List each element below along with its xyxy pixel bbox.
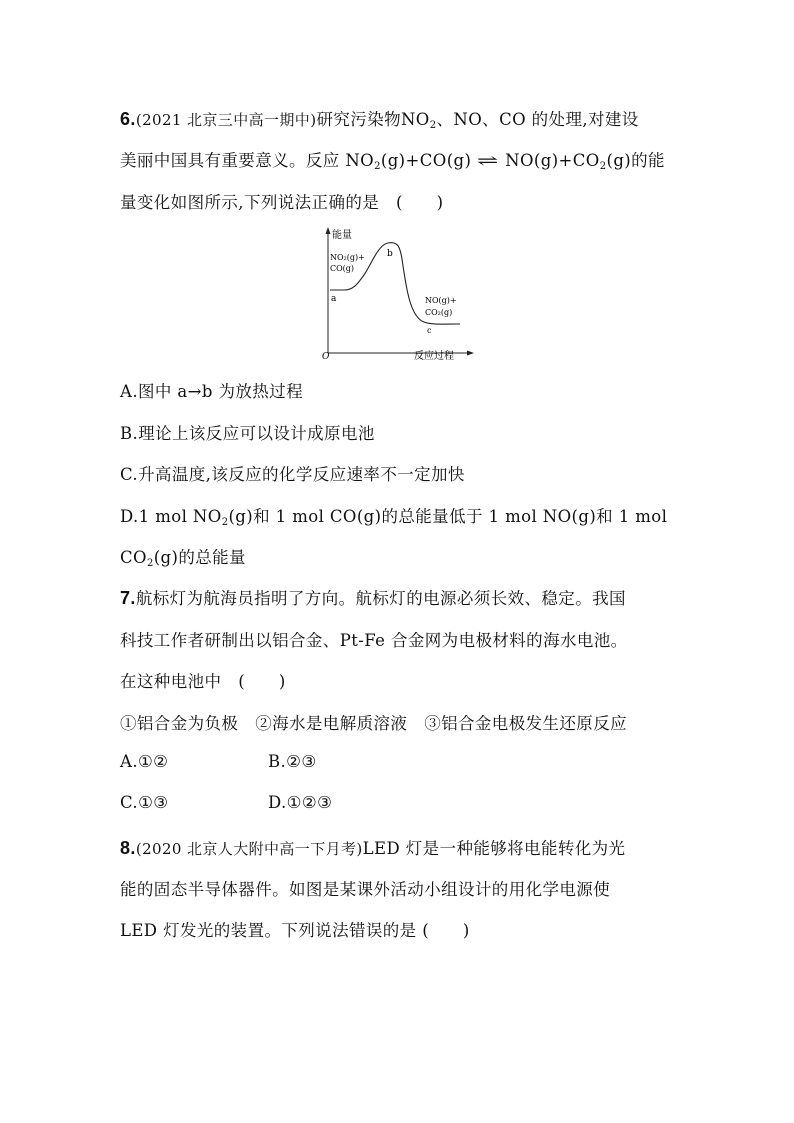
question-stem: 在这种电池中 ( ) xyxy=(120,672,286,691)
option-d-text: D.1 mol NO xyxy=(120,507,222,526)
origin-label: O xyxy=(322,352,330,362)
q6-line-3 xyxy=(120,189,444,213)
q6-option-b xyxy=(120,420,375,444)
q8-line-2 xyxy=(120,876,610,900)
question-stem: (g)的能 xyxy=(606,151,665,170)
option-c-text: C.升高温度,该反应的化学反应速率不一定加快 xyxy=(120,465,465,484)
question-number: 6. xyxy=(120,109,136,129)
y-axis-arrow-icon xyxy=(326,227,331,234)
question-source: (2020 北京人大附中高一下月考) xyxy=(135,840,363,858)
subscript: 2 xyxy=(146,558,154,569)
question-stem: 、NO、CO 的处理,对建设 xyxy=(436,110,639,129)
q7-options-row-2b xyxy=(268,793,332,812)
option-b-text: B.②③ xyxy=(268,752,317,771)
x-axis-arrow-icon xyxy=(467,351,474,356)
q6-line-1 xyxy=(120,106,639,131)
question-stem: 量变化如图所示,下列说法正确的是 ( ) xyxy=(120,193,444,212)
option-d-text: CO xyxy=(120,548,147,567)
point-b-label: b xyxy=(387,249,393,259)
question-source: (2021 北京三中高一期中) xyxy=(135,111,317,129)
question-stem: (g)+CO(g) xyxy=(380,151,472,170)
q7-line-2 xyxy=(120,627,628,651)
statement-list: ①铝合金为负极 ②海水是电解质溶液 ③铝合金电极发生还原反应 xyxy=(120,714,627,733)
q6-option-c xyxy=(120,461,465,485)
question-stem: 科技工作者研制出以铝合金、Pt-Fe 合金网为电极材料的海水电池。 xyxy=(120,631,628,650)
q8-line-1 xyxy=(120,835,625,859)
reactant-label-line2: CO(g) xyxy=(330,264,355,273)
equilibrium-arrow: ⇌ xyxy=(477,151,500,170)
option-d-text: (g)的总能量 xyxy=(153,548,246,567)
x-axis-label: 反应过程 xyxy=(414,351,454,362)
question-stem: LED 灯发光的装置。下列说法错误的是 ( ) xyxy=(120,921,470,940)
q6-option-d-line1 xyxy=(120,503,667,528)
q7-line-1 xyxy=(120,585,626,609)
option-d-text: (g)和 1 mol CO(g)的总能量低于 1 mol NO(g)和 1 mol xyxy=(228,507,668,526)
subscript: 2 xyxy=(599,161,607,172)
question-stem: 美丽中国具有重要意义。反应 NO xyxy=(120,151,375,170)
q7-options-row-1 xyxy=(120,752,168,771)
question-stem: 航标灯为航海员指明了方向。航标灯的电源必须长效、稳定。我国 xyxy=(135,589,626,608)
q7-line-3 xyxy=(120,668,286,692)
question-number: 8. xyxy=(120,838,136,858)
point-c-label: c xyxy=(427,326,432,335)
question-stem: 能的固态半导体器件。如图是某课外活动小组设计的用化学电源使 xyxy=(120,880,611,899)
option-d-text: D.①②③ xyxy=(268,793,333,812)
energy-diagram xyxy=(318,225,478,365)
question-stem: 研究污染物NO xyxy=(316,110,430,129)
q8-line-3 xyxy=(120,917,470,941)
q6-line-2 xyxy=(120,147,665,172)
subscript: 2 xyxy=(374,161,381,172)
q7-options-row-2 xyxy=(120,793,168,812)
q6-option-a xyxy=(120,378,303,402)
option-a-text: A.图中 a→b 为放热过程 xyxy=(120,382,303,401)
q7-statements xyxy=(120,710,627,734)
question-number: 7. xyxy=(120,588,136,608)
option-c-text: C.①③ xyxy=(120,793,169,812)
y-axis-label: 能量 xyxy=(332,230,352,241)
option-b-text: B.理论上该反应可以设计成原电池 xyxy=(120,424,375,443)
reactant-label-line1: NO₂(g)+ xyxy=(330,253,365,262)
subscript: 2 xyxy=(429,120,437,131)
question-stem: LED 灯是一种能够将电能转化为光 xyxy=(362,839,626,858)
product-label-line1: NO(g)+ xyxy=(425,296,457,305)
question-stem: NO(g)+CO xyxy=(505,151,600,170)
q6-option-d-line2 xyxy=(120,544,246,569)
point-a-label: a xyxy=(331,294,337,304)
option-a-text: A.①② xyxy=(120,752,169,771)
product-label-line2: CO₂(g) xyxy=(425,308,453,317)
subscript: 2 xyxy=(221,517,229,528)
q7-options-row-1b xyxy=(268,752,317,771)
